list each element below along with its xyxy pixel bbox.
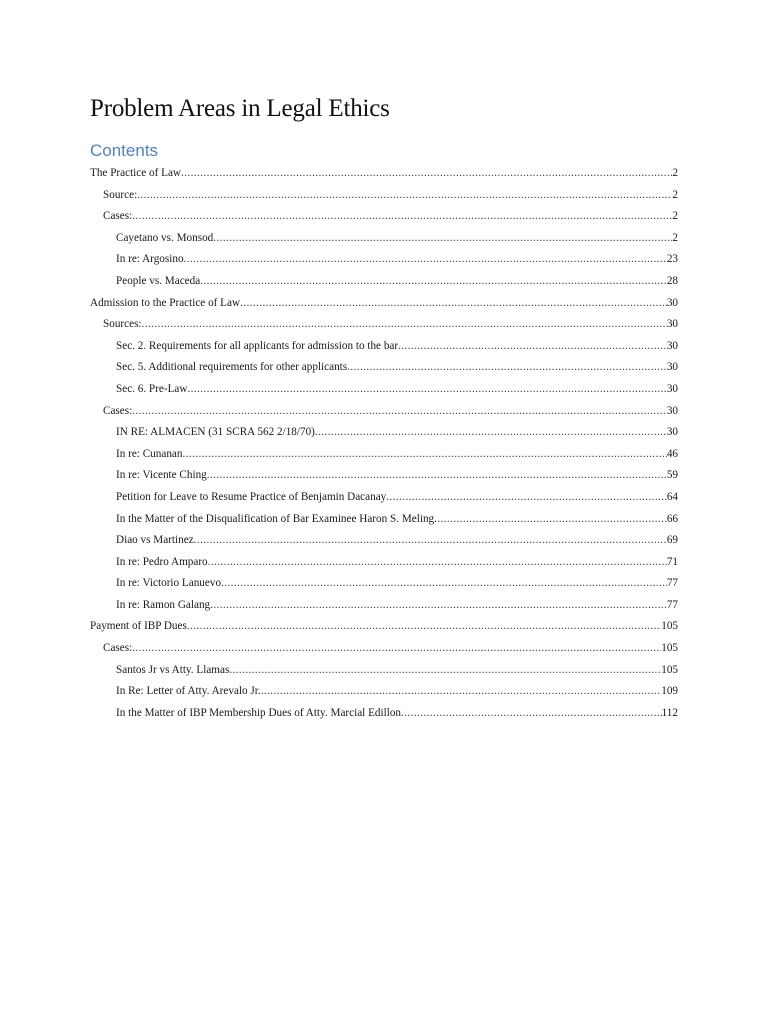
toc-dot-leader: [200, 271, 667, 293]
toc-entry-text: In re: Pedro Amparo: [116, 555, 208, 568]
toc-entry-text: Sources:: [103, 318, 142, 331]
toc-entry-text: The Practice of Law: [90, 167, 182, 179]
toc-entry[interactable]: [90, 552, 678, 574]
toc-dot-leader: [184, 249, 667, 271]
toc-entry-text: In the Matter of IBP Membership Dues of Atty. Marcial Edillon: [116, 706, 402, 719]
toc-entry[interactable]: [90, 616, 678, 638]
toc-entry[interactable]: [90, 314, 678, 336]
toc-entry[interactable]: [90, 422, 678, 444]
toc-entry-text: People vs. Maceda: [116, 274, 201, 287]
toc-page-number: 77: [666, 598, 678, 611]
toc-page-number: 77: [666, 577, 678, 590]
toc-entry[interactable]: [90, 271, 678, 293]
toc-dot-leader: [386, 487, 667, 509]
toc-dot-leader: [434, 509, 667, 531]
toc-page-number: 66: [666, 512, 678, 525]
toc-entry-text: Admission to the Practice of Law: [90, 296, 241, 309]
toc-entry-text: Payment of IBP Dues: [90, 620, 187, 633]
toc-entry-text: Cases:: [103, 642, 133, 655]
toc-entry[interactable]: [90, 228, 678, 250]
toc-entry-text: In re: Argosino: [116, 253, 184, 266]
toc-page-number: 46: [666, 447, 678, 460]
toc-entry[interactable]: [90, 530, 678, 552]
table-of-contents: [90, 163, 678, 724]
toc-page-number: 64: [666, 490, 678, 503]
toc-entry[interactable]: [90, 206, 678, 228]
toc-dot-leader: [208, 552, 667, 574]
toc-page-number: 30: [666, 361, 678, 374]
toc-dot-leader: [229, 660, 661, 682]
toc-entry[interactable]: [90, 401, 678, 423]
toc-dot-leader: [187, 616, 661, 638]
toc-entry[interactable]: [90, 293, 678, 315]
toc-entry-text: In re: Victorio Lanuevo: [116, 577, 222, 590]
toc-entry[interactable]: [90, 163, 678, 185]
toc-entry-text: In re: Cunanan: [116, 447, 183, 460]
toc-entry[interactable]: [90, 185, 678, 207]
toc-page-number: 2: [672, 210, 678, 223]
toc-entry-text: Petition for Leave to Resume Practice of Benjamin Dacanay: [116, 490, 387, 503]
toc-entry-text: Sec. 2. Requirements for all applicants for admission to the bar: [116, 339, 399, 352]
toc-entry-text: In re: Vicente Ching: [116, 469, 207, 482]
contents-heading: Contents: [90, 141, 159, 160]
toc-dot-leader: [132, 401, 667, 423]
toc-entry[interactable]: [90, 487, 678, 509]
toc-entry[interactable]: [90, 638, 678, 660]
toc-entry[interactable]: [90, 573, 678, 595]
toc-entry[interactable]: [90, 681, 678, 703]
toc-entry-text: Sec. 5. Additional requirements for other applicants: [116, 361, 348, 374]
toc-entry[interactable]: [90, 357, 678, 379]
toc-dot-leader: [132, 638, 661, 660]
toc-entry[interactable]: [90, 660, 678, 682]
toc-entry-text: In the Matter of the Disqualification of Bar Examinee Haron S. Meling: [116, 512, 435, 525]
toc-page-number: 69: [666, 534, 678, 547]
toc-page-number: 2: [672, 188, 678, 201]
toc-dot-leader: [315, 422, 667, 444]
toc-page-number: 105: [661, 620, 678, 633]
toc-page-number: 2: [672, 231, 678, 244]
toc-page-number: 30: [666, 296, 678, 309]
toc-entry-text: In re: Ramon Galang: [116, 598, 211, 611]
toc-dot-leader: [213, 228, 672, 250]
toc-dot-leader: [137, 185, 672, 207]
toc-entry[interactable]: [90, 444, 678, 466]
toc-entry-text: Cayetano vs. Monsod: [116, 231, 214, 244]
toc-entry[interactable]: [90, 703, 678, 725]
toc-dot-leader: [181, 163, 672, 185]
toc-page-number: 30: [666, 339, 678, 352]
toc-page-number: 2: [672, 167, 678, 179]
toc-dot-leader: [210, 595, 667, 617]
document-title: Problem Areas in Legal Ethics: [90, 95, 390, 122]
toc-entry[interactable]: [90, 379, 678, 401]
toc-entry[interactable]: [90, 336, 678, 358]
toc-entry-text: Source:: [103, 188, 138, 201]
toc-dot-leader: [401, 703, 662, 725]
toc-entry-text: Cases:: [103, 210, 133, 223]
toc-dot-leader: [347, 357, 667, 379]
toc-page-number: 30: [666, 318, 678, 331]
toc-dot-leader: [221, 573, 667, 595]
toc-page-number: 109: [661, 685, 678, 698]
toc-dot-leader: [187, 379, 666, 401]
toc-page-number: 71: [666, 555, 678, 568]
toc-entry-text: Sec. 6. Pre-Law: [116, 382, 188, 395]
toc-entry-text: Cases:: [103, 404, 133, 417]
toc-dot-leader: [240, 293, 667, 315]
toc-dot-leader: [207, 465, 667, 487]
toc-page-number: 30: [666, 404, 678, 417]
toc-entry[interactable]: [90, 465, 678, 487]
toc-page-number: 28: [666, 274, 678, 287]
toc-dot-leader: [132, 206, 672, 228]
toc-entry[interactable]: [90, 249, 678, 271]
toc-page-number: 59: [666, 469, 678, 482]
toc-entry-text: IN RE: ALMACEN (31 SCRA 562 2/18/70): [116, 426, 315, 439]
toc-page-number: 23: [666, 253, 678, 266]
toc-entry-text: Diao vs Martinez: [116, 534, 194, 547]
toc-page-number: 112: [661, 706, 678, 719]
toc-entry-text: In Re: Letter of Atty. Arevalo Jr.: [116, 685, 261, 698]
toc-page-number: 30: [666, 382, 678, 395]
toc-entry[interactable]: [90, 509, 678, 531]
toc-entry[interactable]: [90, 595, 678, 617]
toc-dot-leader: [194, 530, 667, 552]
toc-dot-leader: [142, 314, 667, 336]
toc-dot-leader: [182, 444, 666, 466]
toc-dot-leader: [261, 681, 662, 703]
toc-entry-text: Santos Jr vs Atty. Llamas: [116, 663, 230, 676]
toc-page-number: 30: [666, 426, 678, 439]
toc-dot-leader: [398, 336, 667, 358]
toc-page-number: 105: [661, 642, 678, 655]
toc-page-number: 105: [661, 663, 678, 676]
